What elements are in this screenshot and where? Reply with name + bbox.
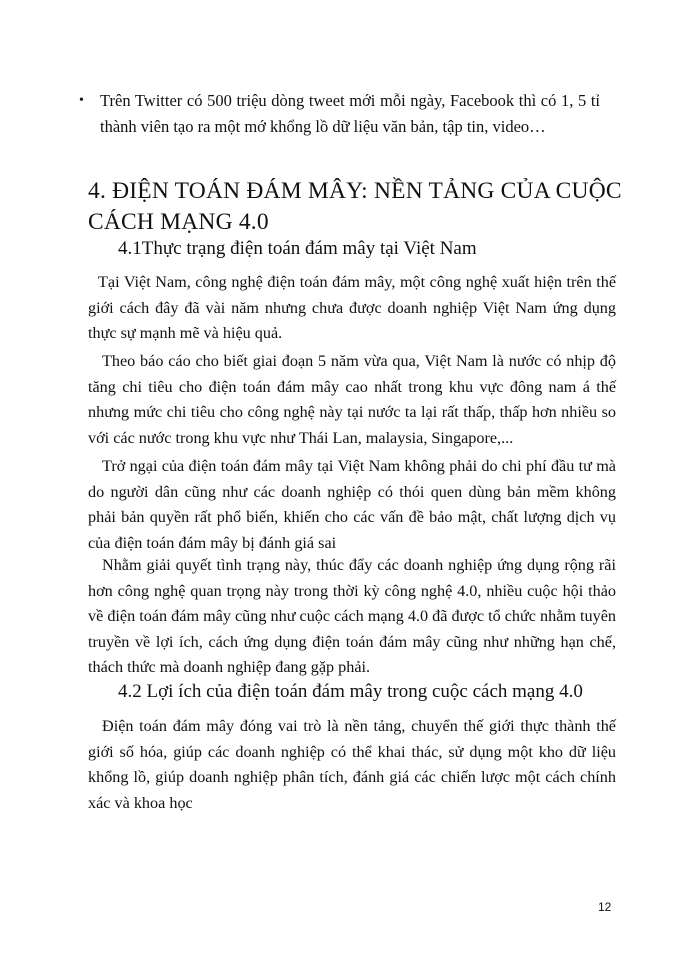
page-number: 12 [598, 900, 612, 914]
paragraph-4: Nhằm giải quyết tình trạng này, thúc đẩy các doanh nghiệp ứng dụng rộng rãi hơn công nghệ quan trọng này trong thời kỳ công nghệ 4.0, nhiều cuộc hội thảo về điện toán đám mây cũng như cuộc cách mạng 4.0 đã được tổ chức nhằm tuyên truyền về lợi ích, cách ứng dụng điện toán đám mây cũng như những hạn chế, thách thức mà doanh nghiệp đang gặp phải. [88, 556, 616, 677]
paragraph-5: Điện toán đám mây đóng vai trò là nền tảng, chuyển thế giới thực thành thế giới số hóa, giúp các doanh nghiệp có thể khai thác, sử dụng một kho dữ liệu khổng lồ, giúp doanh nghiệp phân tích, đánh giá các chiến lược một cách chính xác và khoa học [88, 717, 616, 812]
paragraph-2: Theo báo cáo cho biết giai đoạn 5 năm vừa qua, Việt Nam là nước có nhịp độ tăng chi tiêu cho điện toán đám mây cao nhất trong khu vực đông nam á thế nhưng mức chi tiêu cho công nghệ này tại nước ta lại rất thấp, thấp hơn nhiều so với các nước trong khu vực như Thái Lan, malaysia, Singapore,... [88, 352, 616, 447]
bullet-list-item [79, 88, 600, 140]
paragraph-1: Tại Việt Nam, công nghệ điện toán đám mây, một công nghệ xuất hiện trên thế giới cách đây đã vài năm nhưng chưa được doanh nghiệp Việt Nam ứng dụng thực sự mạnh mẽ và hiệu quả. [88, 273, 616, 343]
section-heading: 4. ĐIỆN TOÁN ĐÁM MÂY: NỀN TẢNG CỦA CUỘC CÁCH MẠNG 4.0 [88, 178, 622, 235]
subsection-heading-4-2: 4.2 Lợi ích của điện toán đám mây trong cuộc cách mạng 4.0 [118, 681, 583, 702]
bullet-text: Trên Twitter có 500 triệu dòng tweet mới mỗi ngày, Facebook thì có 1, 5 tỉ thành viên tạo ra một mớ khổng lồ dữ liệu văn bản, tập tin, video… [100, 91, 600, 136]
bullet-icon: • [79, 93, 84, 108]
paragraph-3: Trở ngại của điện toán đám mây tại Việt Nam không phải do chi phí đầu tư mà do người dân cũng như các doanh nghiệp có thói quen dùng bản mềm không phải bản quyền rất phổ biến, khiến cho các vấn đề bảo mật, chất lượng dịch vụ của điện toán đám mây bị đánh giá sai [88, 457, 616, 552]
subsection-heading-4-1: 4.1Thực trạng điện toán đám mây tại Việt Nam [118, 238, 477, 259]
